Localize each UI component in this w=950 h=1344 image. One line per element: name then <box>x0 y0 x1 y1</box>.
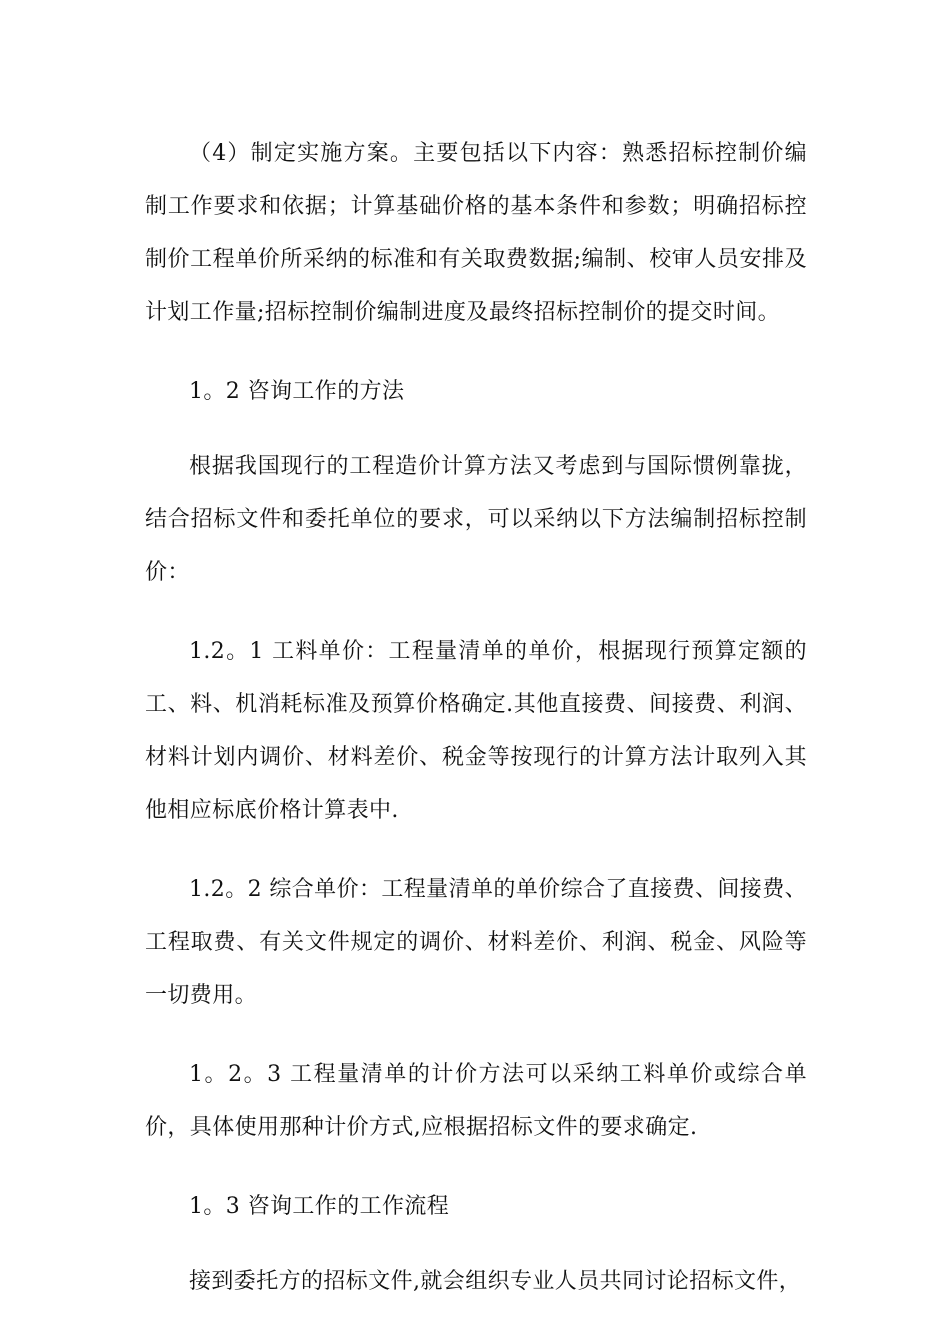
paragraph-implementation-plan: （4）制定实施方案。主要包括以下内容：熟悉招标控制价编制工作要求和依据；计算基础价格的基本条件和参数；明确招标控制价工程单价所采纳的标准和有关取费数据;编制、校审人员安排及计划工作量;招标控制价编制进度及最终招标控制价的提交时间。 <box>145 141 807 325</box>
paragraph-comprehensive-unit-price: 1.2。2 综合单价：工程量清单的单价综合了直接费、间接费、工程取费、有关文件规定的调价、材料差价、利润、税金、风险等一切费用。 <box>145 877 807 1008</box>
paragraph-pricing-method: 1。2。3 工程量清单的计价方法可以采纳工料单价或综合单价，具体使用那种计价方式,应根据招标文件的要求确定. <box>145 1062 807 1140</box>
paragraph-workflow-start: 接到委托方的招标文件,就会组织专业人员共同讨论招标文件， <box>189 1269 802 1294</box>
paragraph-unit-price-materials: 1.2。1 工料单价：工程量清单的单价，根据现行预算定额的工、料、机消耗标准及预算价格确定.其他直接费、间接费、利润、材料计划内调价、材料差价、税金等按现行的计算方法计取列入其他相应标底价格计算表中. <box>145 639 807 823</box>
document-body <box>145 127 807 1334</box>
paragraph-methods-intro: 根据我国现行的工程造价计算方法又考虑到与国际惯例靠拢，结合招标文件和委托单位的要求，可以采纳以下方法编制招标控制价： <box>145 454 807 585</box>
section-heading-workflow: 1。3 咨询工作的工作流程 <box>189 1194 450 1219</box>
section-heading-consulting-methods: 1。2 咨询工作的方法 <box>189 379 405 404</box>
